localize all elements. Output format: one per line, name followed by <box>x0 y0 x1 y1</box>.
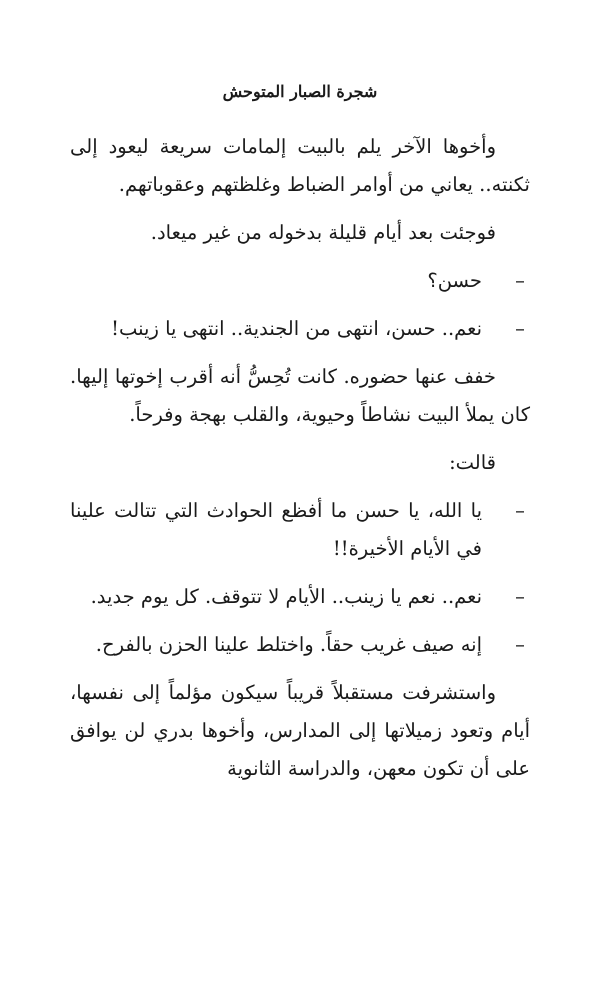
dialog-text: يا الله، يا حسن ما أفظع الحوادث التي تتالت علينا في الأيام الأخيرة!! <box>70 499 482 560</box>
paragraph-she-said: قالت: <box>449 451 496 474</box>
dialog-dash: – <box>515 633 525 656</box>
paragraph-future: واستشرفت مستقبلاً قريباً سيكون مؤلماً إلى نفسها، أيام وتعود زميلاتها إلى المدارس، وأخوها بدري لن يوافق على أن تكون معهن، والدراسة الثانوية <box>70 681 530 780</box>
dialog-dash: – <box>515 317 525 340</box>
dialog-text: إنه صيف غريب حقاً. واختلط علينا الحزن بالفرح. <box>95 633 482 656</box>
dialog-line <box>70 310 530 348</box>
dialog-text: حسن؟ <box>427 269 482 292</box>
dialog-line <box>70 578 530 616</box>
paragraph-presence: خفف عنها حضوره. كانت تُحِسُّ أنه أقرب إخوتها إليها. كان يملأ البيت نشاطاً وحيوية، والقلب بهجة وفرحاً. <box>70 365 530 426</box>
dialog-text: نعم.. نعم يا زينب.. الأيام لا تتوقف. كل يوم جديد. <box>90 585 482 608</box>
paragraph-surprise-arrival: فوجئت بعد أيام قليلة بدخوله من غير ميعاد. <box>150 221 496 244</box>
dialog-line <box>70 626 530 664</box>
document-page <box>70 0 530 1000</box>
dialog-line <box>70 262 530 300</box>
paragraph-brother-barracks: وأخوها الآخر يلم بالبيت إلمامات سريعة ليعود إلى ثكنته.. يعاني من أوامر الضباط وغلظتهم وعقوباتهم. <box>70 135 530 196</box>
dialog-dash: – <box>515 269 525 292</box>
dialog-text: نعم.. حسن، انتهى من الجندية.. انتهى يا زينب! <box>111 317 482 340</box>
dialog-dash: – <box>515 585 525 608</box>
dialog-dash: – <box>515 499 525 522</box>
dialog-line <box>70 492 530 568</box>
body-text <box>70 128 530 798</box>
page-title: شجرة الصبار المتوحش <box>222 82 378 101</box>
